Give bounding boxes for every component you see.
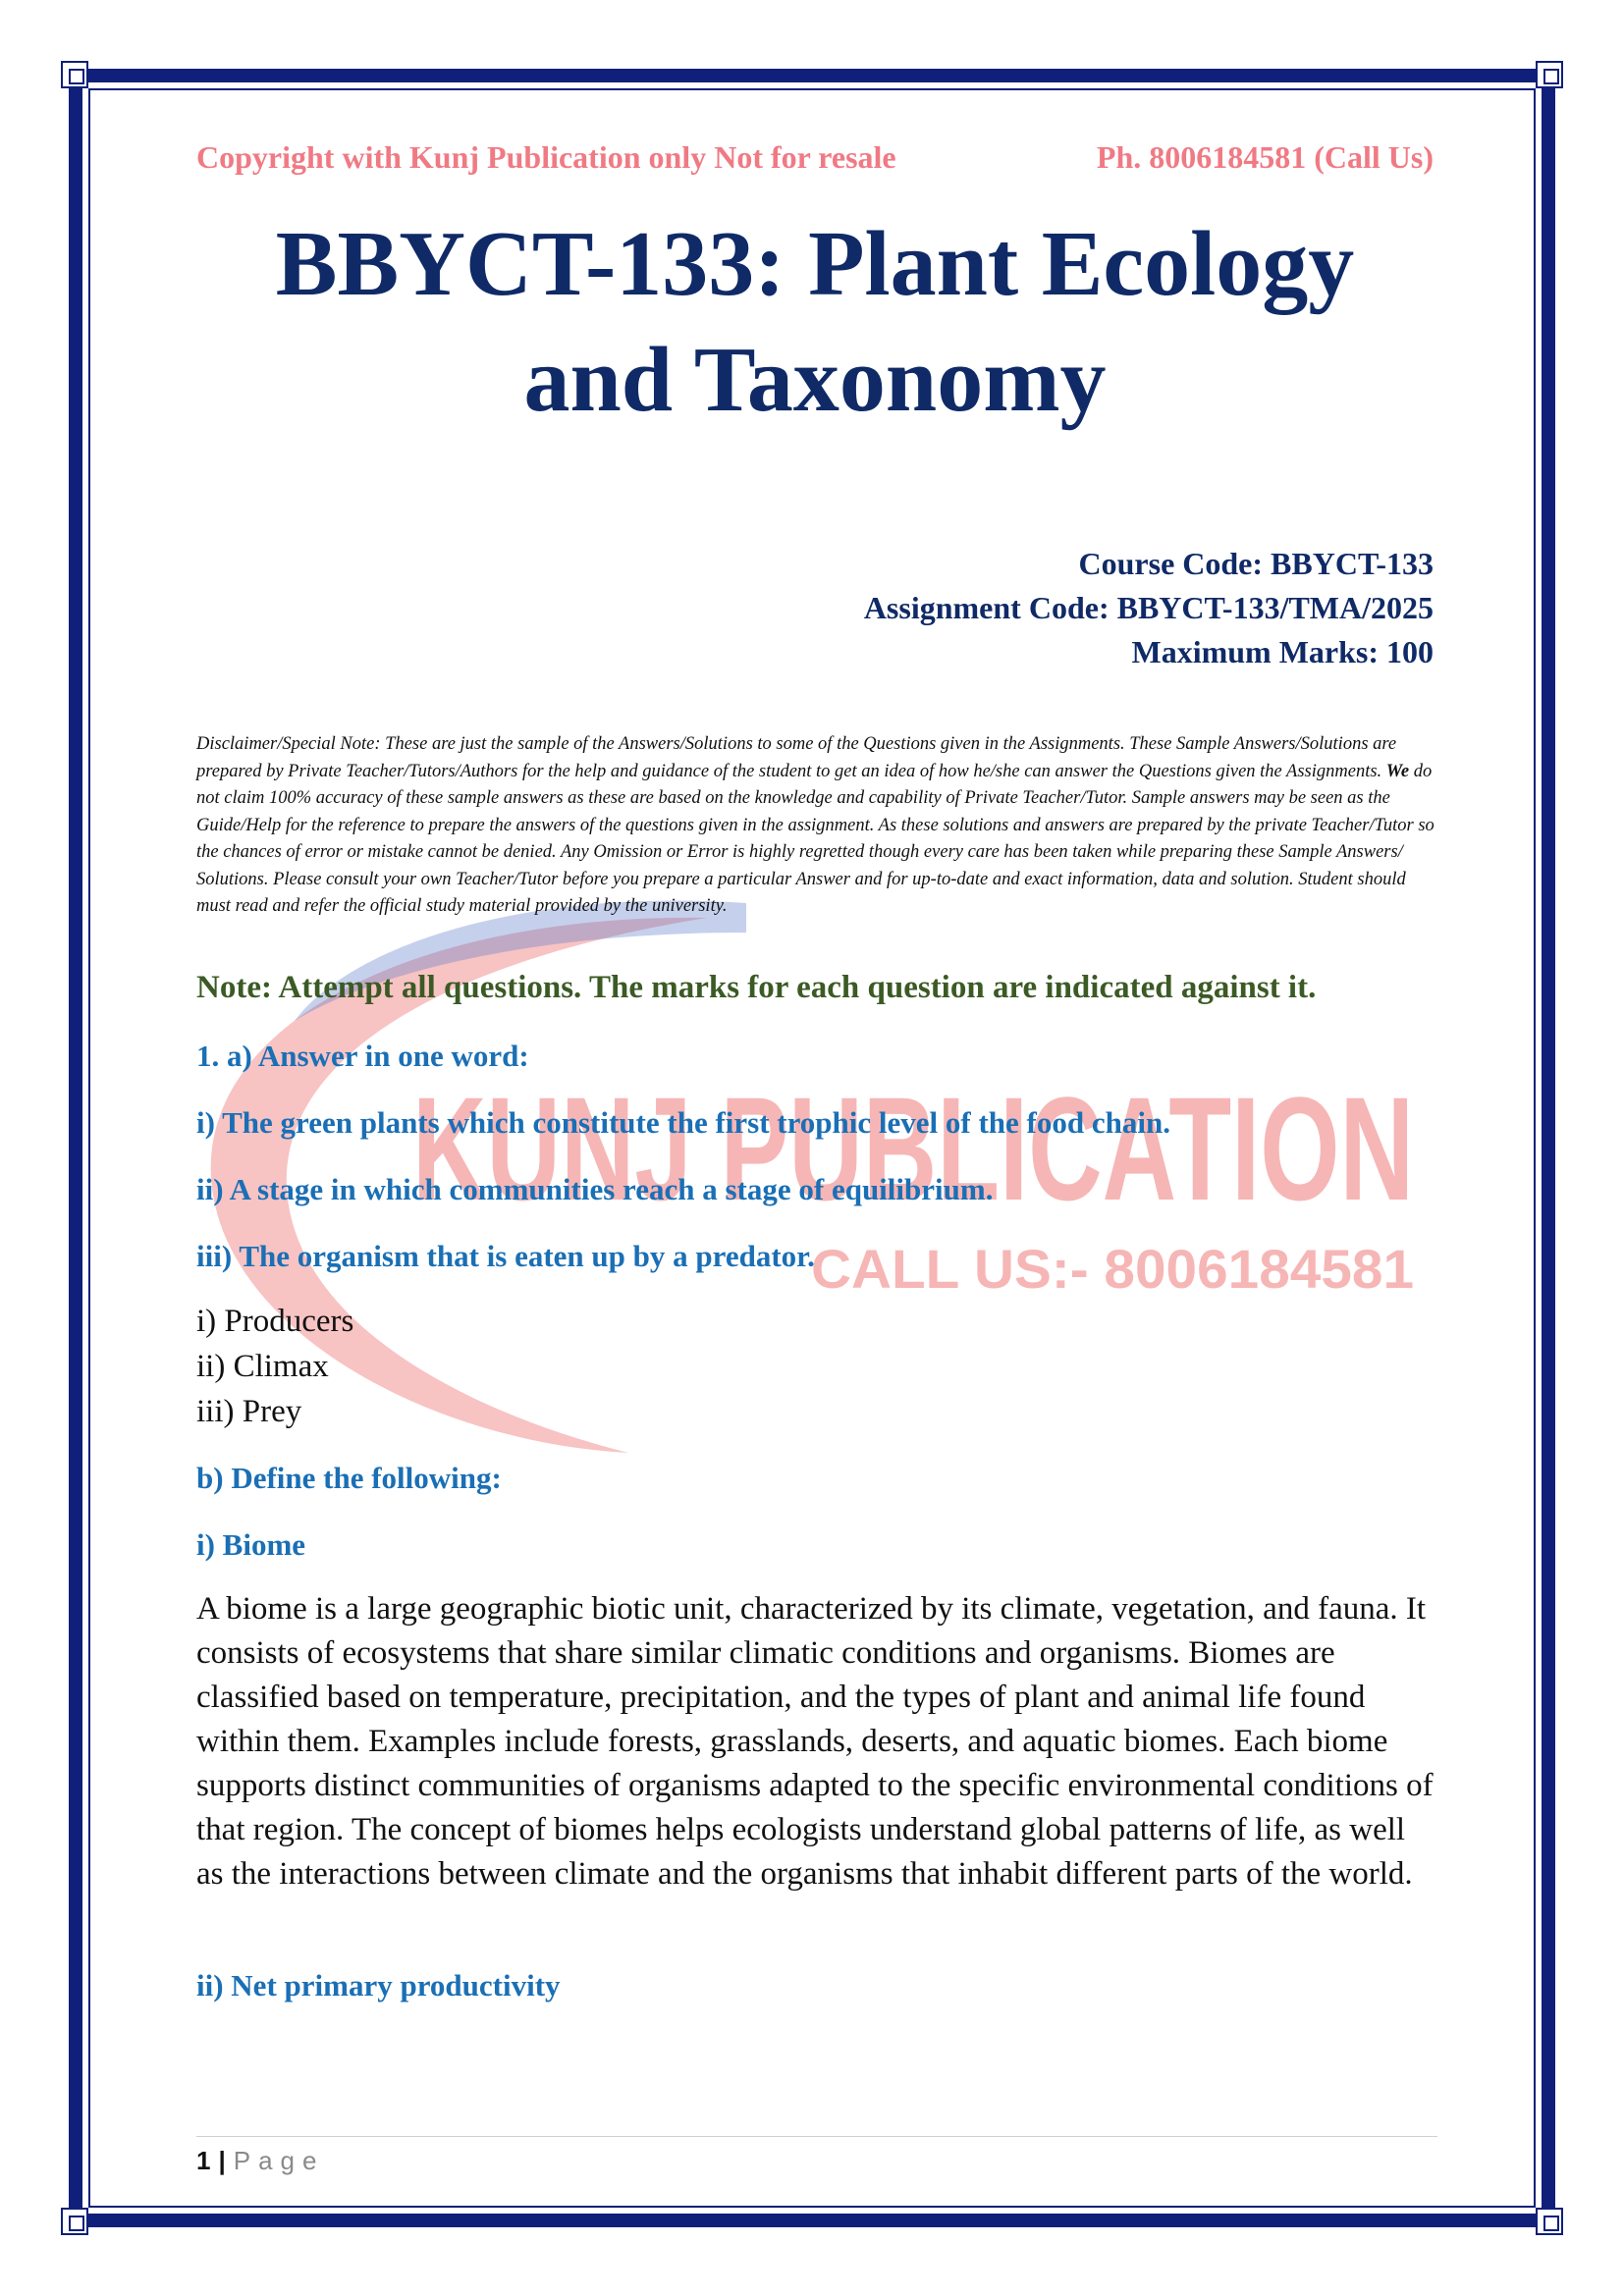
corner-ornament-bottom-left xyxy=(61,2208,88,2235)
page-number: 1 xyxy=(196,2146,211,2175)
disclaimer-part-2: do not claim 100% accuracy of these sample answers as these are based on the knowledge and capability of Private Teacher/Tutor. Sample answers may be seen as the Guide/Help for the reference to prepare the answers of the questions given in the assignment. As these solutions and answers are prepared by the private Teacher/Tutor so the chances of error or mistake cannot be denied. Any Omission or Error is highly regretted though every care has been taken while preparing these Sample Answers/ Solutions. Please consult your own Teacher/Tutor before you prepare a particular Answer and for up-to-date and exact information, data and solution. Student should must read and refer the official study material provided by the university. xyxy=(196,761,1435,916)
corner-ornament-top-left xyxy=(61,61,88,88)
corner-ornament-top-right xyxy=(1536,61,1563,88)
footer-divider xyxy=(196,2136,1437,2137)
page-title xyxy=(196,206,1434,438)
title-line-1: BBYCT-133: Plant Ecology xyxy=(275,213,1355,315)
net-primary-productivity-heading: ii) Net primary productivity xyxy=(196,1968,561,2002)
phone-number: Ph. 8006184581 (Call Us) xyxy=(1096,139,1434,175)
biome-heading: i) Biome xyxy=(196,1527,306,1562)
question-1a-heading: 1. a) Answer in one word: xyxy=(196,1039,529,1073)
corner-ornament-bottom-right xyxy=(1536,2208,1563,2235)
maximum-marks: Maximum Marks: 100 xyxy=(1131,634,1434,669)
disclaimer xyxy=(196,731,1435,921)
question-1a-item-2: ii) A stage in which communities reach a stage of equilibrium. xyxy=(196,1172,994,1206)
answer-item-3: iii) Prey xyxy=(196,1394,302,1429)
question-1a-item-1: i) The green plants which constitute the first trophic level of the food chain. xyxy=(196,1105,1170,1140)
disclaimer-we: We xyxy=(1385,761,1410,781)
question-1a-item-3: iii) The organism that is eaten up by a predator. xyxy=(196,1239,815,1273)
course-code: Course Code: BBYCT-133 xyxy=(1078,546,1434,581)
assignment-code: Assignment Code: BBYCT-133/TMA/2025 xyxy=(863,590,1434,625)
watermark-brand: KUNJ PUBLICATION xyxy=(412,1066,1414,1231)
title-line-2: and Taxonomy xyxy=(523,329,1107,431)
page-separator: | xyxy=(218,2146,226,2175)
copyright-text: Copyright with Kunj Publication only Not for resale xyxy=(196,139,896,175)
page-footer xyxy=(196,2146,324,2176)
answer-item-2: ii) Climax xyxy=(196,1349,329,1384)
watermark-call: CALL US:- 8006184581 xyxy=(811,1238,1414,1300)
copyright-header xyxy=(196,139,1434,176)
answer-list xyxy=(196,1299,353,1434)
instructions-note: Note: Attempt all questions. The marks for each question are indicated against it. xyxy=(196,970,1317,1005)
question-1b-heading: b) Define the following: xyxy=(196,1461,502,1495)
page-label: Page xyxy=(233,2146,325,2175)
biome-definition: A biome is a large geographic biotic unit, characterized by its climate, vegetation, and fauna. It consists of ecosystems that share similar climatic conditions and organisms. Biomes are classified based on temperature, precipitation, and the types of plant and animal life found within them. Examples include forests, grasslands, deserts, and aquatic biomes. Each biome supports distinct communities of organisms adapted to the specific environmental conditions of that region. The concept of biomes helps ecologists understand global patterns of life, as well as the interactions between climate and the organisms that inhabit different parts of the world. xyxy=(196,1591,1434,1892)
answer-item-1: i) Producers xyxy=(196,1304,354,1339)
disclaimer-part-1: Disclaimer/Special Note: These are just the sample of the Answers/Solutions to some of the Questions given in the Assignments. These Sample Answers/Solutions are prepared by Private Teacher/Tutors/Authors for the help and guidance of the student to get an idea of how he/she can answer the Questions given the Assignments. xyxy=(196,734,1397,781)
assignment-codes xyxy=(196,542,1434,674)
